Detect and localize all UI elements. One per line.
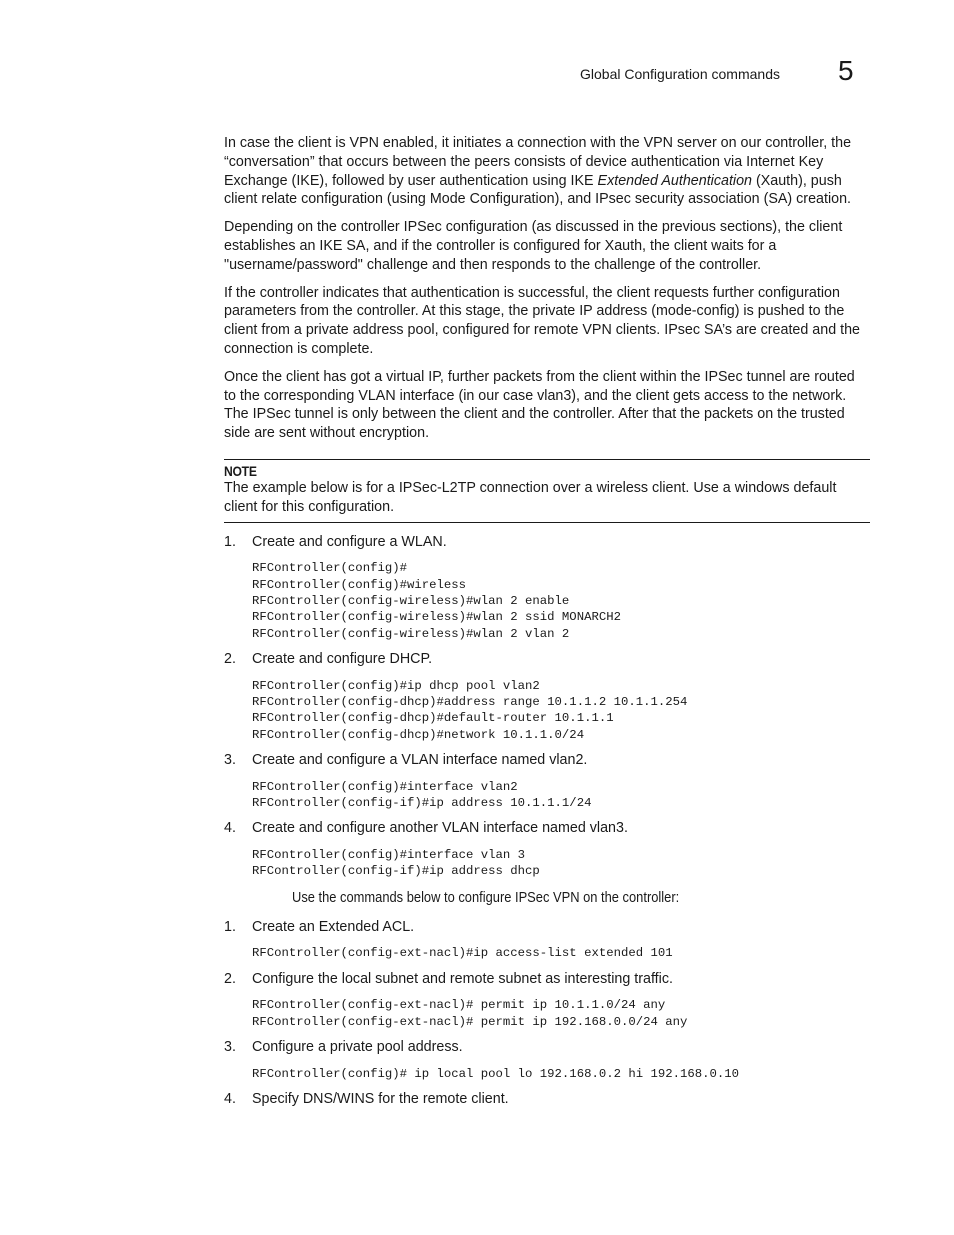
- step-text: Configure a private pool address.: [252, 1039, 463, 1056]
- step-text: Configure the local subnet and remote subnet as interesting traffic.: [252, 970, 673, 987]
- step-text: Specify DNS/WINS for the remote client.: [252, 1091, 509, 1108]
- list-item: [224, 819, 870, 838]
- step-number: 2.: [224, 970, 236, 987]
- list-item: [224, 1090, 870, 1109]
- code-line: RFController(config-if)#ip address 10.1.1.1/24: [252, 795, 592, 810]
- step-text: Create and configure a WLAN.: [252, 533, 447, 550]
- note-box: [224, 459, 870, 523]
- code-block: [252, 560, 870, 641]
- step-number: 4.: [224, 820, 236, 837]
- step-text: Create and configure DHCP.: [252, 650, 433, 667]
- code-line: RFController(config-dhcp)#address range 10.1.1.2 10.1.1.254: [252, 694, 688, 709]
- step-text: Create and configure a VLAN interface named vlan2.: [252, 751, 588, 768]
- code-line: RFController(config)#ip dhcp pool vlan2: [252, 678, 540, 693]
- list-item: [224, 751, 870, 770]
- code-line: RFController(config)#interface vlan 3: [252, 848, 526, 862]
- code-block: [252, 779, 870, 812]
- list-item: [224, 533, 870, 552]
- paragraph-virtual-ip: Once the client has got a virtual IP, further packets from the client within the IPSec tunnel are routed to the corresponding VLAN interface (in our case vlan3), and the client gets access to the network. The IPSec tunnel is only between the client and the controller. After that the packets on the trusted side are sent without encryption.: [224, 368, 855, 442]
- chapter-number: 5: [838, 55, 854, 86]
- note-label: NOTE: [224, 463, 257, 479]
- running-header-title: Global Configuration commands: [580, 66, 780, 82]
- code-line: RFController(config-wireless)#wlan 2 enable: [252, 593, 570, 608]
- code-line: RFController(config-if)#ip address dhcp: [252, 864, 540, 879]
- list-item: [224, 970, 870, 989]
- list-item: [224, 1038, 870, 1057]
- step-number: 3.: [224, 751, 236, 768]
- note-text: The example below is for a IPSec-L2TP connection over a wireless client. Use a windows default client for this configuration.: [224, 479, 837, 515]
- code-line: RFController(config-ext-nacl)# permit ip 192.168.0.0/24 any: [252, 1014, 688, 1029]
- code-block: [252, 847, 870, 880]
- step-number: 1.: [224, 918, 236, 935]
- code-line: RFController(config-wireless)#wlan 2 ssid MONARCH2: [252, 610, 621, 625]
- code-block: [252, 945, 870, 961]
- step-number: 3.: [224, 1039, 236, 1056]
- steps-list-setup: [224, 533, 870, 880]
- code-line: RFController(config)# ip local pool lo 192.168.0.2 hi 192.168.0.10: [252, 1066, 740, 1081]
- code-block: [252, 997, 870, 1030]
- page-content: [224, 134, 870, 1118]
- list-item: [224, 650, 870, 669]
- code-line: RFController(config)#: [252, 561, 407, 576]
- step-number: 2.: [224, 650, 236, 667]
- code-line: RFController(config-ext-nacl)# permit ip 10.1.1.0/24 any: [252, 998, 666, 1013]
- step-text: Create and configure another VLAN interface named vlan3.: [252, 820, 628, 837]
- code-block: [252, 678, 870, 743]
- list-item: [224, 918, 870, 937]
- paragraph-text: In case the client is VPN enabled, it initiates a connection with the VPN server on our controller, the “conversation” that occurs between the peers consists of device authentication via Internet Key Exchange (IKE), followed by user authentication using IKE: [224, 135, 852, 189]
- step-text: Create an Extended ACL.: [252, 918, 415, 935]
- code-line: RFController(config-wireless)#wlan 2 vlan 2: [252, 626, 570, 641]
- code-line: RFController(config-dhcp)#network 10.1.1.0/24: [252, 727, 585, 742]
- section-intro: Use the commands below to configure IPSec VPN on the controller:: [292, 888, 680, 906]
- steps-list-ipsec: [224, 918, 870, 1109]
- paragraph-text-end: (Xauth), push client relate configuration (using Mode Configuration), and IPsec security association (SA) creation.: [224, 172, 851, 208]
- code-block: [252, 1066, 870, 1082]
- code-line: RFController(config)#wireless: [252, 577, 467, 592]
- code-line: RFController(config)#interface vlan2: [252, 779, 518, 794]
- paragraph-emphasis: Extended Authentication: [597, 172, 752, 189]
- code-line: RFController(config-dhcp)#default-router 10.1.1.1: [252, 711, 614, 726]
- paragraph-vpn-intro: [224, 134, 870, 209]
- step-number: 1.: [224, 533, 236, 550]
- paragraph-authentication: If the controller indicates that authentication is successful, the client requests further configuration parameters from the controller. At this stage, the private IP address (mode-config) is pushed to the client from a private address pool, configured for remote VPN clients. IPsec SA’s are created and the connection is complete.: [224, 284, 861, 357]
- paragraph-ike-sa: Depending on the controller IPSec configuration (as discussed in the previous sections), the client establishes an IKE SA, and if the controller is configured for Xauth, the client waits for a "username/password" challenge and then responds to the challenge of the controller.: [224, 219, 843, 273]
- code-line: RFController(config-ext-nacl)#ip access-list extended 101: [252, 946, 673, 961]
- step-number: 4.: [224, 1091, 236, 1108]
